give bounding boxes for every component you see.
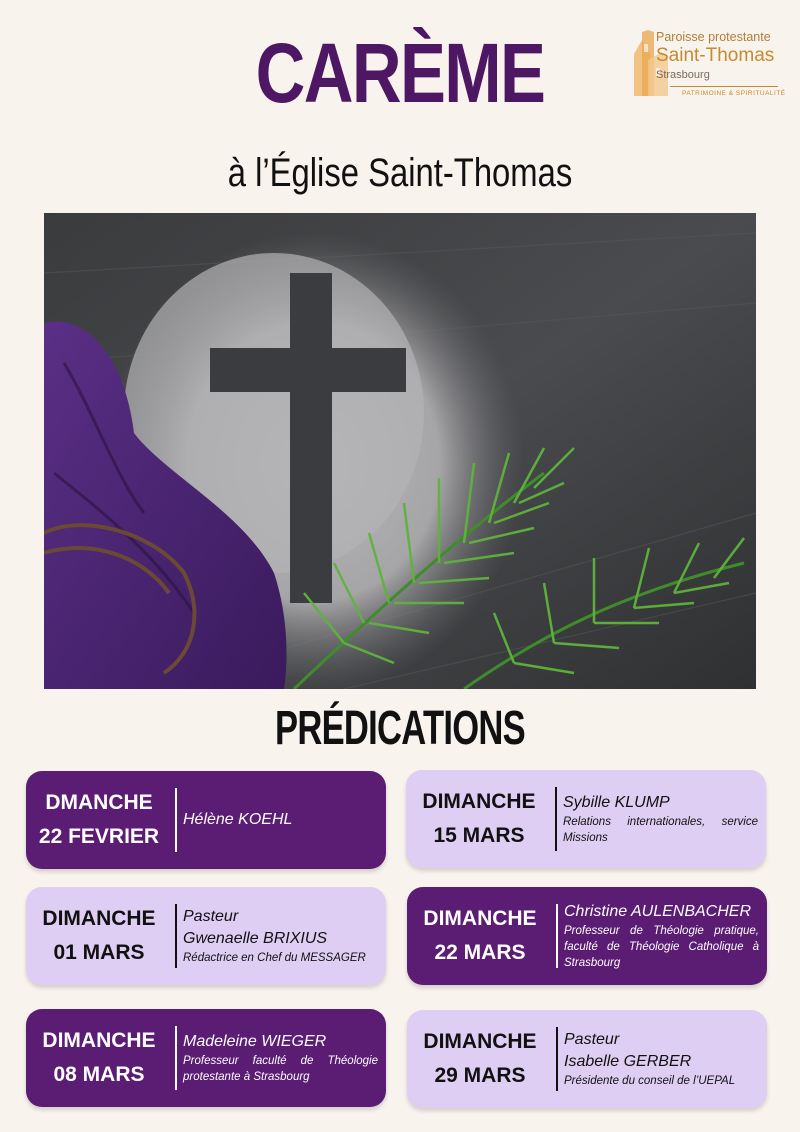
lent-photo (44, 213, 756, 689)
sermon-date-text: 08 MARS (53, 1063, 145, 1086)
page-title: CARÈME (255, 26, 545, 120)
logo-line-city: Strasbourg (656, 69, 710, 81)
preacher-info (564, 887, 759, 985)
preacher-title: Pasteur (183, 908, 239, 925)
sermon-date-text: 29 MARS (434, 1064, 526, 1087)
sermon-day: DIMANCHE (42, 907, 156, 930)
logo-tagline: PATRIMOINE & SPIRITUALITÉ (682, 90, 786, 97)
sermon-card (26, 771, 386, 869)
card-divider (555, 787, 557, 851)
sermon-date (406, 770, 552, 868)
sermon-date (26, 771, 172, 869)
preacher-name: Isabelle GERBER (564, 1053, 692, 1070)
section-title: PRÉDICATIONS (275, 702, 525, 755)
sermon-day: DIMANCHE (423, 1030, 537, 1053)
preacher-name: Madeleine WIEGER (183, 1033, 327, 1050)
sermon-day: DIMANCHE (42, 1029, 156, 1052)
sermon-card (26, 1009, 386, 1107)
preacher-role: Relations internationales, service Missions (563, 816, 758, 844)
sermon-card (407, 887, 767, 985)
sermon-date-text: 22 FEVRIER (38, 825, 160, 848)
logo-divider (670, 86, 778, 87)
sermon-card (406, 770, 766, 868)
card-divider (556, 1027, 558, 1091)
sermon-date (26, 1009, 172, 1107)
sermon-date-text: 22 MARS (434, 941, 526, 964)
card-divider (175, 788, 177, 852)
card-divider (175, 1026, 177, 1090)
preacher-name: Hélène KOEHL (183, 811, 293, 828)
sermon-date (26, 887, 172, 985)
preacher-name: Christine AULENBACHER (564, 903, 752, 920)
preacher-title: Pasteur (564, 1031, 620, 1048)
sermon-day: DIMANCHE (422, 790, 536, 813)
preacher-name: Gwenaelle BRIXIUS (183, 930, 328, 947)
sermon-day: DIMANCHE (423, 907, 537, 930)
preacher-role: Professeur faculté de Théologie protestante à Strasbourg (183, 1055, 378, 1083)
preacher-info (183, 771, 378, 869)
card-divider (175, 904, 177, 968)
lent-illustration (44, 213, 756, 689)
sermon-card (26, 887, 386, 985)
page-subtitle: à l’Église Saint-Thomas (227, 151, 573, 195)
preacher-info (564, 1010, 759, 1108)
sermon-date (407, 887, 553, 985)
preacher-info (183, 1009, 378, 1107)
preacher-role: Rédactrice en Chef du MESSAGER (183, 952, 366, 964)
preacher-role: Présidente du conseil de l’UEPAL (564, 1075, 736, 1087)
sermon-date-text: 15 MARS (433, 824, 525, 847)
logo-line-name: Saint-Thomas (656, 45, 775, 66)
preacher-info (563, 770, 758, 868)
preacher-role: Professeur de Théologie pratique, faculté de Théologie Catholique à Strasbourg (564, 925, 759, 969)
sermon-date (407, 1010, 553, 1108)
parish-logo (628, 28, 788, 104)
logo-line-parish: Paroisse protestante (656, 30, 771, 44)
card-divider (556, 904, 558, 968)
preacher-name: Sybille KLUMP (563, 794, 670, 811)
sermon-date-text: 01 MARS (53, 941, 145, 964)
sermon-card (407, 1010, 767, 1108)
sermon-day: DMANCHE (45, 791, 153, 814)
preacher-info (183, 887, 378, 985)
